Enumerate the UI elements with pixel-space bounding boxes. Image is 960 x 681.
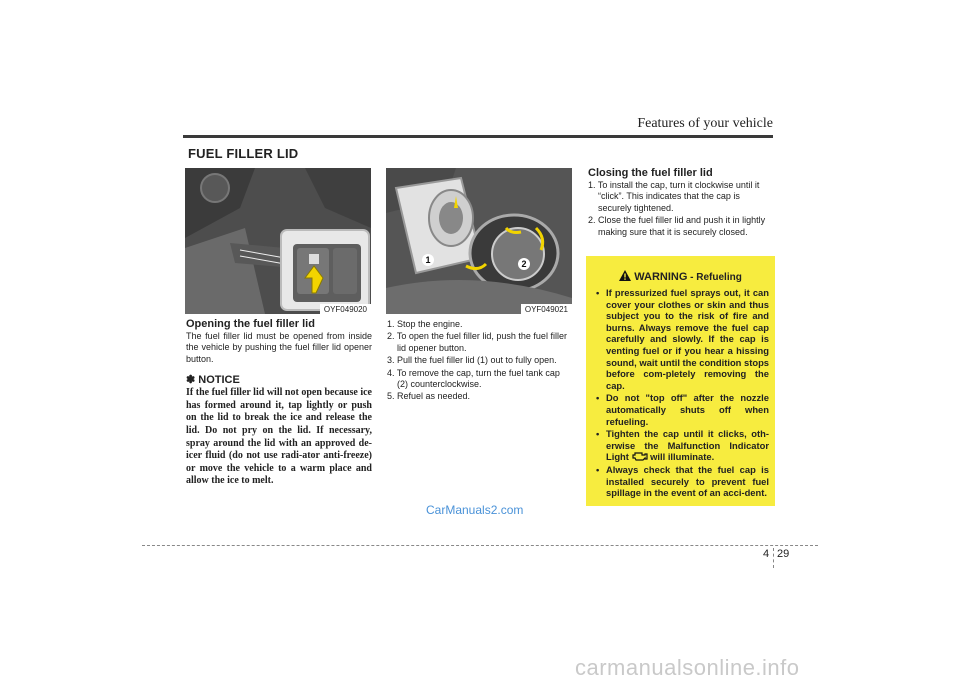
section-title: FUEL FILLER LID — [188, 146, 299, 161]
warning-item: • Do not "top off" after the nozzle automatically shuts off when refueling. — [592, 392, 769, 427]
dashboard-illustration — [185, 168, 371, 314]
warning-item — [592, 428, 769, 463]
step-item: 2. Close the fuel filler lid and push it in lightly making sure that it is securely closed. — [588, 215, 766, 237]
callout-2: 2 — [518, 258, 530, 270]
callout-1: 1 — [422, 254, 434, 266]
warning-item: • If pressurized fuel sprays out, it can cover your clothes or skin and thus subject you to the risk of fire and burns. Always remove the fuel cap carefully and slowly. If the cap is venting fuel or if you hear a hissing sound, wait until the condition stops before com-pletely removing the cap. — [592, 287, 769, 391]
warning-item-text-after: will illuminate. — [647, 451, 715, 463]
closing-heading: Closing the fuel filler lid — [588, 167, 713, 179]
step-item: 2. To open the fuel filler lid, push the fuel filler lid opener button. — [387, 331, 567, 353]
page-number: 29 — [777, 548, 790, 560]
notice-text: If the fuel filler lid will not open because ice has formed around it, tap lightly or push on the lid to break the ice and release the lid. Do not pry on the lid. If necessary, spray around the lid with an approved de-icer fluid (do not use radi-ator anti-freeze) or move the vehicle to a warm place and allow the ice to melt. — [186, 387, 372, 487]
notice-heading-label: NOTICE — [198, 374, 240, 387]
site-watermark: CarManuals2.com — [426, 503, 524, 517]
footer-rule — [142, 545, 818, 546]
header-rule — [183, 135, 773, 138]
step-item: 3. Pull the fuel filler lid (1) out to fully open. — [387, 355, 557, 366]
middle-column — [387, 319, 573, 404]
warning-box — [586, 256, 775, 506]
step-item: 5. Refuel as needed. — [387, 391, 471, 402]
chapter-number: 4 — [763, 548, 770, 560]
opening-heading: Opening the fuel filler lid — [186, 318, 315, 330]
fuel-lid-photo — [386, 168, 572, 314]
step-item: 4. To remove the cap, turn the fuel tank cap (2) counterclockwise. — [387, 367, 560, 390]
closing-steps — [588, 180, 774, 238]
warning-triangle-icon — [619, 270, 631, 281]
opener-button-photo — [185, 168, 371, 314]
site-watermark: carmanualsonline.info — [575, 655, 800, 680]
page-header-title: Features of your vehicle — [637, 116, 773, 131]
engine-check-icon — [632, 452, 648, 461]
photo-caption: OYF049020 — [320, 304, 371, 314]
page-number-separator — [773, 548, 774, 568]
step-item: 1. To install the cap, turn it clockwise until it “click”. This indicates that the cap is securely tightened. — [588, 180, 760, 213]
warning-title — [586, 270, 775, 283]
step-item: 1. Stop the engine. — [387, 319, 463, 329]
opening-text: The fuel filler lid must be opened from inside the vehicle by pushing the fuel filler lid opener button. — [186, 331, 372, 364]
photo-caption: OYF049021 — [521, 304, 572, 314]
warning-item: • Always check that the fuel cap is installed securely to prevent fuel spillage in the event of an acci-dent. — [592, 464, 769, 499]
warning-item-text-before: Tighten the cap until it clicks, oth-erwise the Malfunction Indicator Light — [606, 428, 769, 463]
opening-steps — [387, 319, 573, 403]
warning-list — [586, 287, 775, 499]
notice-symbol: ✽ — [186, 374, 196, 387]
notice-heading — [186, 373, 372, 386]
right-column — [588, 167, 774, 239]
left-column — [186, 318, 372, 488]
warning-title-label: WARNING — [634, 271, 688, 283]
fuel-lid-illustration — [386, 168, 572, 314]
warning-subtitle: - Refueling — [687, 272, 742, 283]
